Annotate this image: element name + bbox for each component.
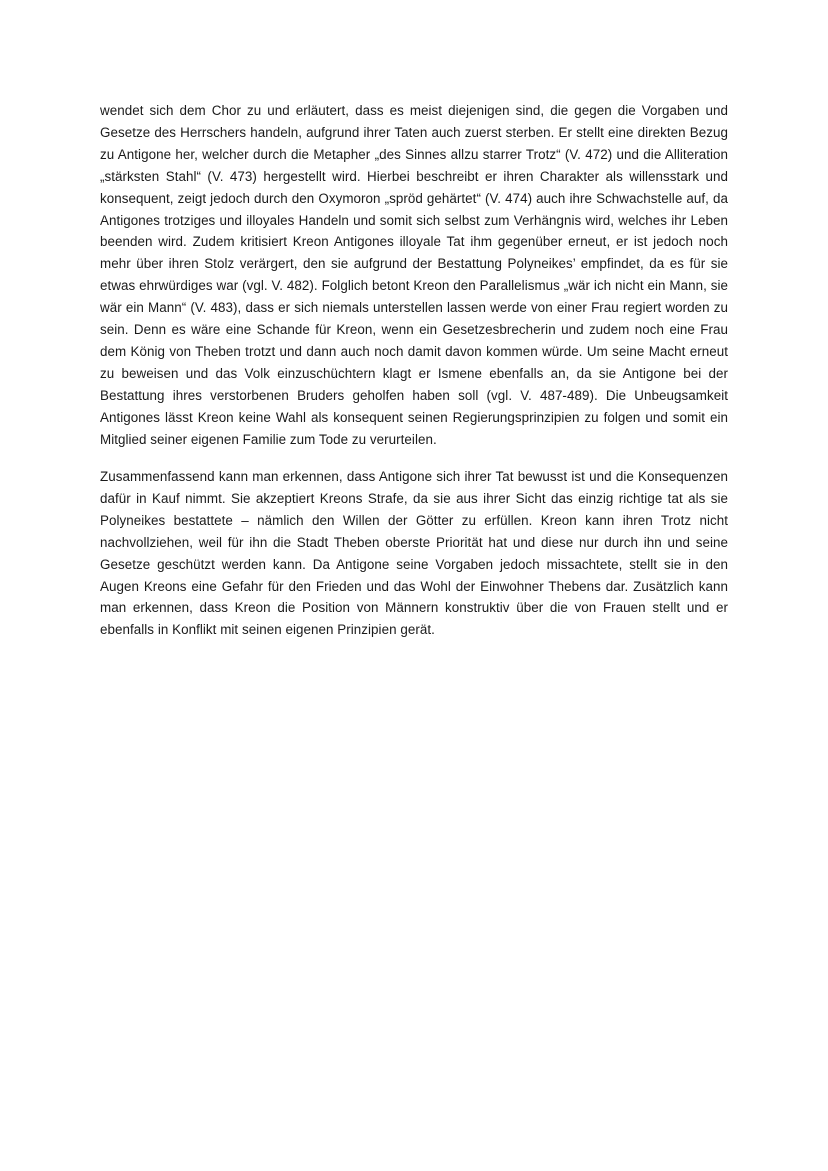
body-paragraph-analysis: wendet sich dem Chor zu und erläutert, dass es meist diejenigen sind, die gegen die Vorgaben und Gesetze des Herrschers handeln, aufgrund ihrer Taten auch zuerst sterben. Er stellt eine direkten Bezug zu Antigone her, welcher durch die Metapher „des Sinnes allzu starrer Trotz“ (V. 472) und die Alliteration „stärksten Stahl“ (V. 473) hergestellt wird. Hierbei beschreibt er ihren Charakter als willensstark und konsequent, zeigt jedoch durch den Oxymoron „spröd gehärtet“ (V. 474) auch ihre Schwachstelle auf, da Antigones trotziges und illoyales Handeln und somit sich selbst zum Verhängnis wird, welches ihr Leben beenden wird. Zudem kritisiert Kreon Antigones illoyale Tat ihm gegenüber erneut, er ist jedoch noch mehr über ihren Stolz verärgert, den sie aufgrund der Bestattung Polyneikes’ empfindet, da es für sie etwas ehrwürdiges war (vgl. V. 482). Folglich betont Kreon den Parallelismus „wär ich nicht ein Mann, sie wär ein Mann“ (V. 483), dass er sich niemals unterstellen lassen werde von einer Frau regiert worden zu sein. Denn es wäre eine Schande für Kreon, wenn ein Gesetzesbrecherin und zudem noch eine Frau dem König von Theben trotzt und dann auch noch damit davon kommen würde. Um seine Macht erneut zu beweisen und das Volk einzuschüchtern klagt er Ismene ebenfalls an, da sie Antigone bei der Bestattung ihres verstorbenen Bruders geholfen haben soll (vgl. V. 487-489). Die Unbeugsamkeit Antigones lässt Kreon keine Wahl als konsequent seinen Regierungsprinzipien zu folgen und somit ein Mitglied seiner eigenen Familie zum Tode zu verurteilen. (100, 103, 728, 447)
body-paragraph-conclusion: Zusammenfassend kann man erkennen, dass Antigone sich ihrer Tat bewusst ist und die Konsequenzen dafür in Kauf nimmt. Sie akzeptiert Kreons Strafe, da sie aus ihrer Sicht das einzig richtige tat als sie Polyneikes bestattete – nämlich den Willen der Götter zu erfüllen. Kreon kann ihren Trotz nicht nachvollziehen, weil für ihn die Stadt Theben oberste Priorität hat und diese nur durch ihn und seine Gesetze geschützt werden kann. Da Antigone seine Vorgaben jedoch missachtete, stellt sie in den Augen Kreons eine Gefahr für den Frieden und das Wohl der Einwohner Thebens dar. Zusätzlich kann man erkennen, dass Kreon die Position von Männern konstruktiv über die von Frauen stellt und er ebenfalls in Konflikt mit seinen eigenen Prinzipien gerät. (100, 469, 728, 638)
